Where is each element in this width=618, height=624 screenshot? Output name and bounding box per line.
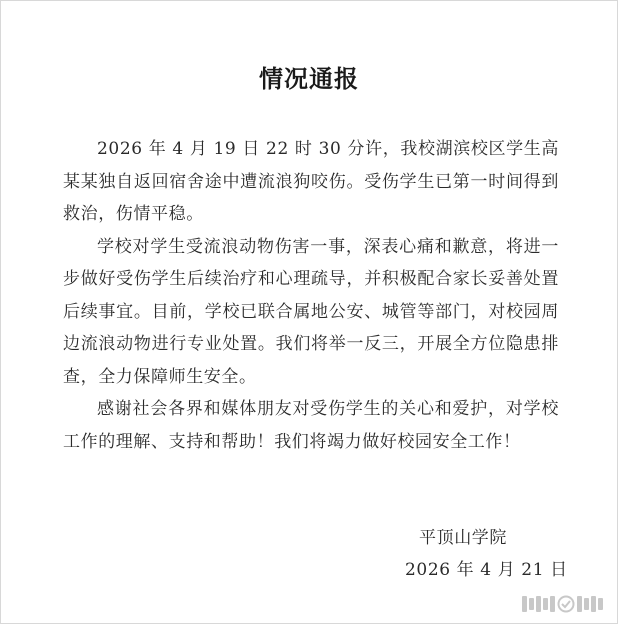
watermark-bar [577,596,582,612]
platform-watermark [522,595,603,613]
watermark-bar [536,596,541,612]
paragraph-response: 学校对学生受流浪动物伤害一事，深表心痛和歉意，将进一步做好受伤学生后续治疗和心理疏导，并积极配合家长妥善处置后续事宜。目前，学校已联合属地公安、城管等部门，对校园周边流浪动物进行专业处置。我们将举一反三，开展全方位隐患排查，全力保障师生安全。 [63,236,559,387]
watermark-bar [591,596,596,612]
paragraph-incident: 2026 年 4 月 19 日 22 时 30 分许，我校湖滨校区学生高某某独自返回宿舍途中遭流浪狗咬伤。受伤学生已第一时间得到救治，伤情平稳。 [63,139,559,224]
watermark-bar [584,598,589,610]
paragraph-thanks: 感谢社会各界和媒体朋友对受伤学生的关心和爱护，对学校工作的理解、支持和帮助！我们将竭力做好校园安全工作！ [63,399,559,452]
signature-organization: 平顶山学院 [419,528,507,548]
watermark-bar [550,596,555,612]
signature-date: 2026 年 4 月 21 日 [405,560,568,580]
watermark-bar [529,598,534,610]
watermark-bar [522,596,527,612]
document-title: 情况通报 [259,65,359,93]
watermark-bar [598,598,603,610]
watermark-bar [543,598,548,610]
platform-logo-icon [557,595,575,613]
document-body [63,133,559,458]
